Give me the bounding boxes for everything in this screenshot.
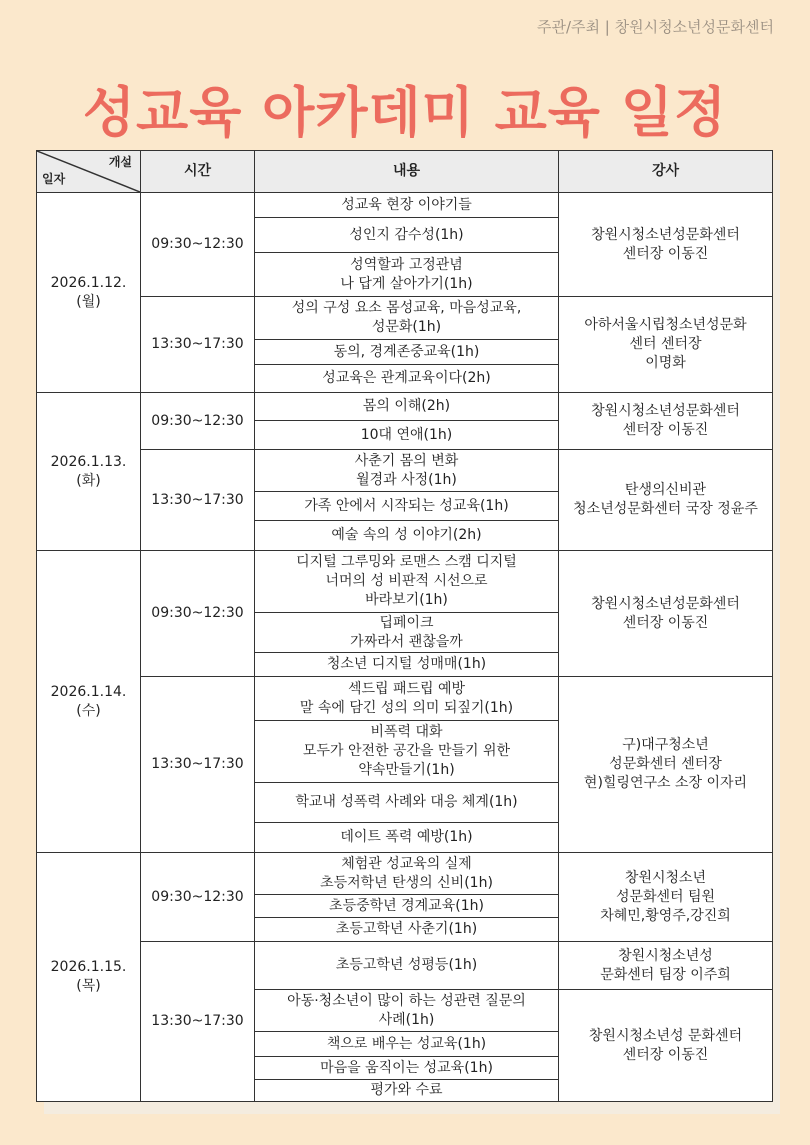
content-cell: 동의, 경계존중교육(1h) [255,340,559,365]
content-cell: 아동·청소년이 많이 하는 성관련 질문의 사례(1h) [255,990,559,1032]
date-cell: 2026.1.14. (수) [37,551,141,853]
table-row [37,450,773,492]
col-header-time: 시간 [141,151,255,193]
content-cell: 평가와 수료 [255,1080,559,1102]
table-row [37,942,773,990]
time-cell: 13:30~17:30 [141,450,255,551]
table-row [37,677,773,721]
content-cell: 청소년 디지털 성매매(1h) [255,653,559,677]
lecturer-cell: 창원시청소년성문화센터 센터장 이동진 [559,393,773,450]
col-header-lecturer: 강사 [559,151,773,193]
content-cell: 섹드립 패드립 예방 말 속에 담긴 성의 의미 되짚기(1h) [255,677,559,721]
table-row [37,853,773,895]
content-cell: 초등중학년 경계교육(1h) [255,895,559,918]
time-cell: 13:30~17:30 [141,297,255,393]
content-cell: 체험관 성교육의 실제 초등저학년 탄생의 신비(1h) [255,853,559,895]
date-cell: 2026.1.13. (화) [37,393,141,551]
content-cell: 디지털 그루밍와 로맨스 스캠 디지털 너머의 성 비판적 시선으로 바라보기(1h) [255,551,559,613]
content-cell: 초등고학년 사춘기(1h) [255,918,559,942]
time-cell: 13:30~17:30 [141,677,255,853]
lecturer-cell: 구)대구청소년 성문화센터 센터장 현)힐링연구소 소장 이자리 [559,677,773,853]
content-cell: 초등고학년 성평등(1h) [255,942,559,990]
table-row [37,393,773,421]
corner-header [37,151,141,193]
corner-bottom-label: 일자 [42,172,66,186]
host-label: 주관/주최 | 창원시청소년성문화센터 [537,18,774,36]
content-cell: 10대 연애(1h) [255,421,559,450]
content-cell: 학교내 성폭력 사례와 대응 체계(1h) [255,783,559,823]
lecturer-cell: 창원시청소년성 문화센터 센터장 이동진 [559,990,773,1102]
lecturer-cell: 창원시청소년성 문화센터 팀장 이주희 [559,942,773,990]
corner-top-label: 개설 [108,155,132,169]
content-cell: 가족 안에서 시작되는 성교육(1h) [255,492,559,521]
time-cell: 09:30~12:30 [141,393,255,450]
content-cell: 성교육은 관계교육이다(2h) [255,365,559,393]
lecturer-cell: 아하서울시립청소년성문화 센터 센터장 이명화 [559,297,773,393]
date-cell: 2026.1.12. (월) [37,193,141,393]
lecturer-cell: 탄생의신비관 청소년성문화센터 국장 정윤주 [559,450,773,551]
time-cell: 09:30~12:30 [141,193,255,297]
table-row [37,193,773,218]
schedule-table [36,150,773,1102]
lecturer-cell: 창원시청소년성문화센터 센터장 이동진 [559,193,773,297]
lecturer-cell: 창원시청소년성문화센터 센터장 이동진 [559,551,773,677]
table-row [37,551,773,613]
content-cell: 성의 구성 요소 몸성교육, 마음성교육, 성문화(1h) [255,297,559,340]
header-row [37,151,773,193]
time-cell: 09:30~12:30 [141,853,255,942]
content-cell: 비폭력 대화 모두가 안전한 공간을 만들기 위한 약속만들기(1h) [255,721,559,783]
content-cell: 데이트 폭력 예방(1h) [255,823,559,853]
page-title: 성교육 아카데미 교육 일정 [82,81,728,144]
time-cell: 09:30~12:30 [141,551,255,677]
content-cell: 딥페이크 가짜라서 괜찮을까 [255,613,559,653]
content-cell: 성인지 감수성(1h) [255,218,559,253]
content-cell: 몸의 이해(2h) [255,393,559,421]
content-cell: 예술 속의 성 이야기(2h) [255,521,559,551]
date-cell: 2026.1.15. (목) [37,853,141,1102]
content-cell: 성교육 현장 이야기들 [255,193,559,218]
content-cell: 성역할과 고정관념 나 답게 살아가기(1h) [255,253,559,297]
lecturer-cell: 창원시청소년 성문화센터 팀원 차혜민,황영주,강진희 [559,853,773,942]
content-cell: 책으로 배우는 성교육(1h) [255,1032,559,1057]
table-row [37,297,773,340]
content-cell: 마음을 움직이는 성교육(1h) [255,1057,559,1080]
time-cell: 13:30~17:30 [141,942,255,1102]
content-cell: 사춘기 몸의 변화 월경과 사정(1h) [255,450,559,492]
col-header-content: 내용 [255,151,559,193]
